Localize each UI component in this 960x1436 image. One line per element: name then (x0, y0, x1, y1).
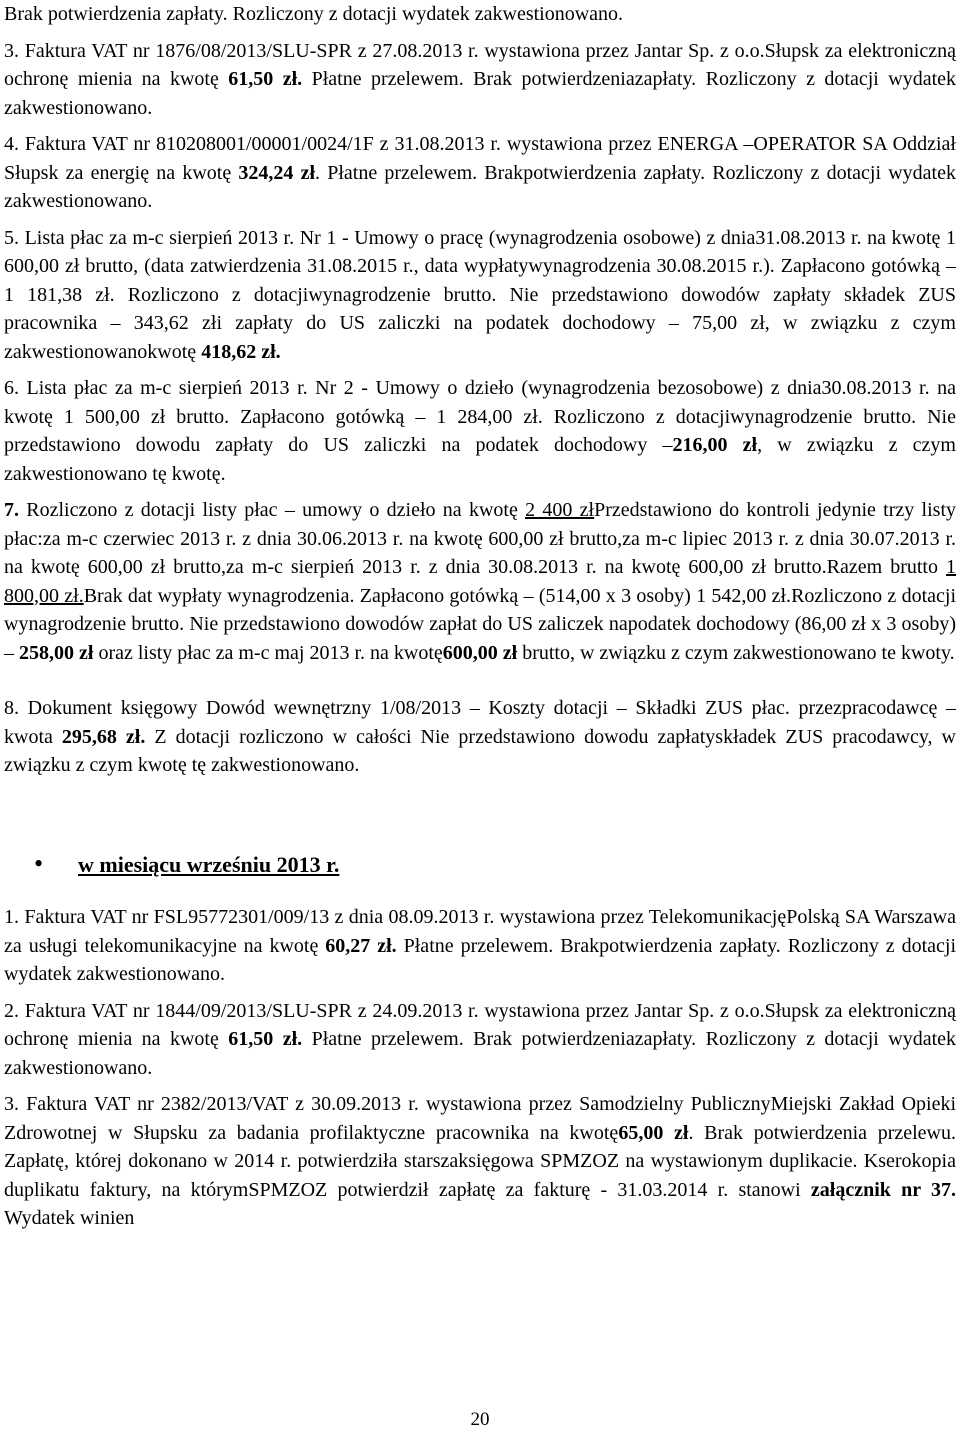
text-run: 3. Faktura VAT nr 2382/2013/VAT z 30.09.2013 r. wystawiona przez Samodzielny Publiczny (4, 1093, 771, 1115)
text-run: , w związku z czym zakwestionowano tę kwotę. (4, 434, 956, 485)
bold-text: 418,62 zł. (201, 340, 281, 363)
text-run: Razem brutto (826, 556, 946, 578)
text-run: podatek dochodowy (86,00 zł x 3 osoby) – (4, 613, 956, 664)
text-run: 5. Lista płac za m-c sierpień 2013 r. Nr 1 - Umowy o pracę (wynagrodzenia osobowe) z dnia (4, 226, 756, 249)
bold-text: 7. (4, 499, 19, 521)
text-line (147, 341, 280, 363)
text-run: Polską SA Warszawa za usługi telekomunikacyjne na kwotę (4, 906, 956, 957)
text-run: Rozliczono z dotacji wynagrodzenie brutto. Nie przedstawiono dowodów zapłat do US zaliczek na (4, 584, 957, 635)
text-run: Miejski Zakład Opieki Zdrowotnej w Słupsku za badania profilaktyczne pracownika na kwotę (4, 1093, 956, 1144)
text-run: OPERATOR SA Oddział Słupsk za energię na kwotę (4, 133, 956, 184)
bullet-icon: • (34, 848, 44, 878)
text-line (4, 377, 822, 399)
text-line (4, 697, 842, 719)
bold-text: 324,24 zł (238, 161, 316, 184)
text-run: 2. Faktura VAT nr 1844/09/2013/SLU-SPR z 24.09.2013 r. wystawiona przez Jantar Sp. z o.o. (4, 999, 765, 1022)
text-run: składek ZUS pracodawcy, w związku z czym kwotę tę zakwestionowano. (4, 725, 956, 776)
text-run: 4. Faktura VAT nr 810208001/00001/0024/1F z 31.08.2013 r. wystawiona przez ENERGA – (4, 133, 754, 155)
text-run: Wydatek winien (4, 1207, 135, 1229)
text-line (4, 40, 765, 62)
text-line (226, 556, 827, 578)
text-run: pracodawcę – kwota (4, 697, 956, 748)
text-run: Z dotacji rozliczono w całości Nie przedstawiono dowodu zapłaty (145, 725, 716, 748)
section-heading-text: w miesiącu wrześniu 2013 r. (78, 851, 340, 877)
text-run: Płatne przelewem. Brak (396, 934, 600, 957)
underlined-text: 2 400 zł (525, 499, 595, 521)
bold-text: 61,50 zł. (228, 1028, 303, 1050)
document-page (4, 0, 956, 1241)
text-run: potwierdzenia zapłaty. Rozliczony z dotacji wydatek zakwestionowano. (4, 934, 957, 985)
text-line (4, 1093, 771, 1115)
bold-text: 600,00 zł (442, 641, 518, 664)
text-run: brutto, w związku z czym zakwestionowano te kwoty. (517, 641, 955, 664)
text-run: 8. Dokument księgowy Dowód wewnętrzny 1/08/2013 – Koszty dotacji – Składki ZUS płac. przez (4, 697, 842, 719)
bold-text: 65,00 zł (618, 1121, 689, 1144)
text-run: Słupsk za elektroniczną ochronę mienia na kwotę (4, 999, 956, 1050)
text-run: zapłaty. Rozliczony z dotacji wydatek zakwestionowano. (4, 68, 957, 119)
text-run: 6. Lista płac za m-c sierpień 2013 r. Nr 2 - Umowy o dzieło (wynagrodzenia bezosobowe) z dnia (4, 377, 822, 399)
text-line (443, 642, 955, 664)
text-run: Płatne przelewem. Brak potwierdzenia (302, 1028, 635, 1050)
text-run: Płatne przelewem. Brak potwierdzenia (302, 68, 635, 90)
text-run: zapłaty. Rozliczony z dotacji wydatek zakwestionowano. (4, 1028, 957, 1079)
paragraph (4, 903, 956, 989)
text-run: . Płatne przelewem. Brak (315, 161, 524, 184)
paragraph (4, 224, 956, 367)
paragraph (4, 997, 956, 1083)
text-run: Przedstawiono do kontroli jedynie trzy listy płac: (4, 499, 956, 550)
page-number: 20 (470, 1409, 490, 1430)
paragraph (4, 694, 956, 780)
bold-text: 61,50 zł. (228, 68, 303, 90)
text-run: 3. Faktura VAT nr 1876/08/2013/SLU-SPR z 27.08.2013 r. wystawiona przez Jantar Sp. z o.o. (4, 39, 765, 62)
text-run: SPMZOZ potwierdził zapłatę za fakturę - 31.03.2014 r. stanowi (248, 1178, 811, 1201)
text-run: kwotę (147, 340, 202, 363)
text-line (4, 227, 755, 249)
text-run: oraz listy płac za m-c maj 2013 r. na kwotę (93, 641, 443, 664)
text-run: wynagrodzenie brutto. Nie przedstawiono dowodów zapłaty składek ZUS pracownika – 343,62 zł (4, 283, 956, 334)
text-run: 31.08.2013 r. na kwotę 1 600,00 zł brutto, (data zatwierdzenia 31.08.2015 r., data wypłaty (4, 226, 957, 277)
paragraph (4, 0, 956, 29)
text-run: Rozliczono z dotacji listy płac – umowy o dzieło na kwotę (19, 499, 526, 521)
text-run: wynagrodzenie brutto. Nie przedstawiono dowodu zapłaty do US zaliczki na podatek dochodowy – (4, 405, 956, 456)
bold-text: załącznik nr 37. (810, 1178, 956, 1201)
text-run: i zapłaty do US zaliczki na podatek dochodowy – 75,00 zł, w związku z czym zakwestionowano (4, 312, 956, 363)
text-line (4, 3, 623, 25)
paragraph (4, 374, 956, 488)
text-line (84, 585, 791, 607)
bold-text: 60,27 zł. (325, 934, 397, 957)
paragraph (4, 37, 956, 123)
text-run: Słupsk za elektroniczną ochronę mienia na kwotę (4, 39, 956, 90)
bold-text: 258,00 zł (19, 641, 94, 664)
text-run: potwierdzenia zapłaty. Rozliczony z dotacji wydatek zakwestionowano. (4, 161, 956, 212)
bold-text: 295,68 zł. (61, 725, 146, 748)
paragraph (4, 496, 956, 667)
text-line (4, 906, 786, 928)
text-run: 30.08.2013 r. na kwotę 1 500,00 zł brutto. Zapłacono gotówką – 1 284,00 zł. Rozliczono z dotacji (4, 377, 956, 428)
underlined-text: 1 800,00 zł. (4, 556, 956, 607)
text-line (4, 499, 594, 521)
text-run: . Brak potwierdzenia przelewu. Zapłatę, której dokonano w 2014 r. potwierdziła starsza (4, 1121, 957, 1172)
text-run: Brak dat wypłaty wynagrodzenia. Zapłacono gotówką – (514,00 x 3 osoby) 1 542,00 zł. (83, 584, 792, 607)
paragraph (4, 130, 956, 216)
text-run: wynagrodzenia 30.08.2015 r.). Zapłacono gotówką – 1 181,38 zł. Rozliczono z dotacji (4, 255, 957, 306)
text-run: za m-c sierpień 2013 r. z dnia 30.08.2013 r. na kwotę 600,00 zł brutto. (226, 556, 827, 578)
text-run: za m-c lipiec 2013 r. z dnia 30.07.2013 r. na kwotę 600,00 zł brutto, (4, 527, 957, 578)
text-line (43, 528, 622, 550)
paragraph (4, 1090, 956, 1233)
text-run: Brak potwierdzenia zapłaty. Rozliczony z dotacji wydatek zakwestionowano. (4, 3, 624, 25)
section-heading (34, 850, 956, 880)
text-run: 1. Faktura VAT nr FSL95772301/009/13 z dnia 08.09.2013 r. wystawiona przez Telekomunikację (4, 906, 787, 928)
text-run: za m-c czerwiec 2013 r. z dnia 30.06.2013 r. na kwotę 600,00 zł brutto, (42, 527, 623, 550)
bold-text: 216,00 zł (672, 434, 758, 456)
text-run: księgowa SPMZOZ na wystawionym duplikacie. Kserokopia duplikatu faktury, na którym (4, 1150, 956, 1201)
text-line (4, 1000, 765, 1022)
text-line (4, 133, 753, 155)
